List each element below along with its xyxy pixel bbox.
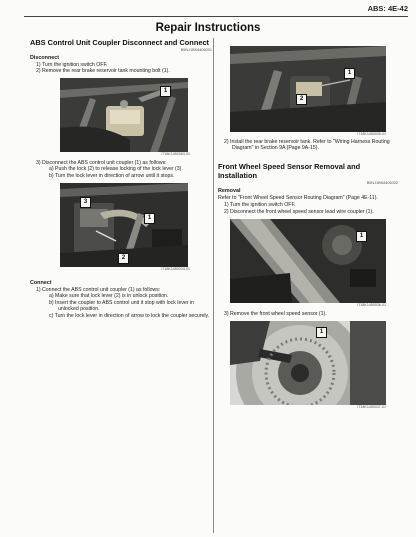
substep-item: c) Turn the lock lever in direction of arrow to lock the coupler securely. bbox=[49, 312, 210, 319]
page-title: Repair Instructions bbox=[155, 22, 261, 34]
callout-label: 1 bbox=[316, 327, 327, 338]
substep-item: a) Make sure that lock lever (2) is in unlock position. bbox=[49, 293, 169, 300]
callout-label: 3 bbox=[80, 197, 91, 208]
callout-label: 1 bbox=[144, 213, 155, 224]
removal-intro: Refer to "Front Wheel Speed Sensor Routing Diagram" (Page 4E-11). bbox=[218, 194, 378, 201]
substep-item: a) Push the lock (2) to release locking of the lock lever (3). bbox=[49, 166, 183, 173]
step-item: 2) Disconnect the front wheel speed sensor lead wire coupler (1). bbox=[224, 208, 374, 215]
step-item: 1) Turn the ignition switch OFF. bbox=[224, 202, 296, 209]
connect-heading: Connect bbox=[30, 280, 52, 287]
header-page-ref: ABS: 4E-42 bbox=[367, 4, 408, 13]
photo-sensor-coupler bbox=[230, 219, 386, 303]
photo-reservoir-bolt bbox=[60, 78, 188, 152]
callout-label: 2 bbox=[118, 253, 129, 264]
section-title-speed-sensor: Front Wheel Speed Sensor Removal and Installation bbox=[218, 161, 361, 180]
column-divider bbox=[213, 38, 214, 533]
photo-reservoir-install bbox=[230, 46, 386, 132]
section-code: B5NJ1BK8406002 bbox=[366, 180, 398, 185]
removal-heading: Removal bbox=[218, 187, 241, 194]
step-item: 2) Remove the rear brake reservoir tank mounting bolt (1). bbox=[36, 68, 170, 75]
callout-label: 1 bbox=[344, 68, 355, 79]
left-column bbox=[30, 38, 212, 319]
substep-item: b) Turn the lock lever in direction of arrow until it stops. bbox=[49, 172, 175, 179]
step-item: 2) Install the rear brake reservoir tank. Refer to "Wiring Harness Routing Diagram" in Section 9A (Page 9A-15). bbox=[224, 139, 390, 152]
callout-label: 1 bbox=[160, 86, 171, 97]
photo-caption: I718K1450034-01 bbox=[161, 267, 190, 272]
right-column bbox=[218, 46, 398, 410]
disconnect-heading: Disconnect bbox=[30, 55, 60, 61]
step-item: 1) Turn the ignition switch OFF. bbox=[36, 62, 108, 68]
photo-caption: I718K1450035-01 bbox=[357, 132, 386, 136]
step-item: 1) Connect the ABS control unit coupler (1) as follows: bbox=[36, 287, 161, 294]
section-code: B5NJ1BK8406001 bbox=[180, 48, 212, 52]
photo-caption: I718K1450036-01 bbox=[357, 303, 386, 308]
photo-caption: I718K1450063-01 bbox=[161, 151, 190, 156]
step-item: 3) Remove the front wheel speed sensor (1). bbox=[224, 311, 327, 318]
photo-caption: I718K1450037-01 bbox=[357, 405, 386, 410]
section-title-abs-coupler: ABS Control Unit Coupler Disconnect and Connect bbox=[30, 38, 210, 47]
substep-item: b) Insert the coupler to ABS control unit it stop with lock lever in unlocked position. bbox=[49, 299, 195, 313]
page-header bbox=[0, 0, 416, 16]
header-rule bbox=[24, 16, 408, 17]
step-item: 3) Disconnect the ABS control unit coupler (1) as follows: bbox=[36, 159, 167, 166]
callout-label: 2 bbox=[296, 94, 307, 105]
photo-front-wheel-sensor bbox=[230, 321, 386, 405]
callout-label: 1 bbox=[356, 231, 367, 242]
photo-abs-coupler bbox=[60, 183, 188, 267]
